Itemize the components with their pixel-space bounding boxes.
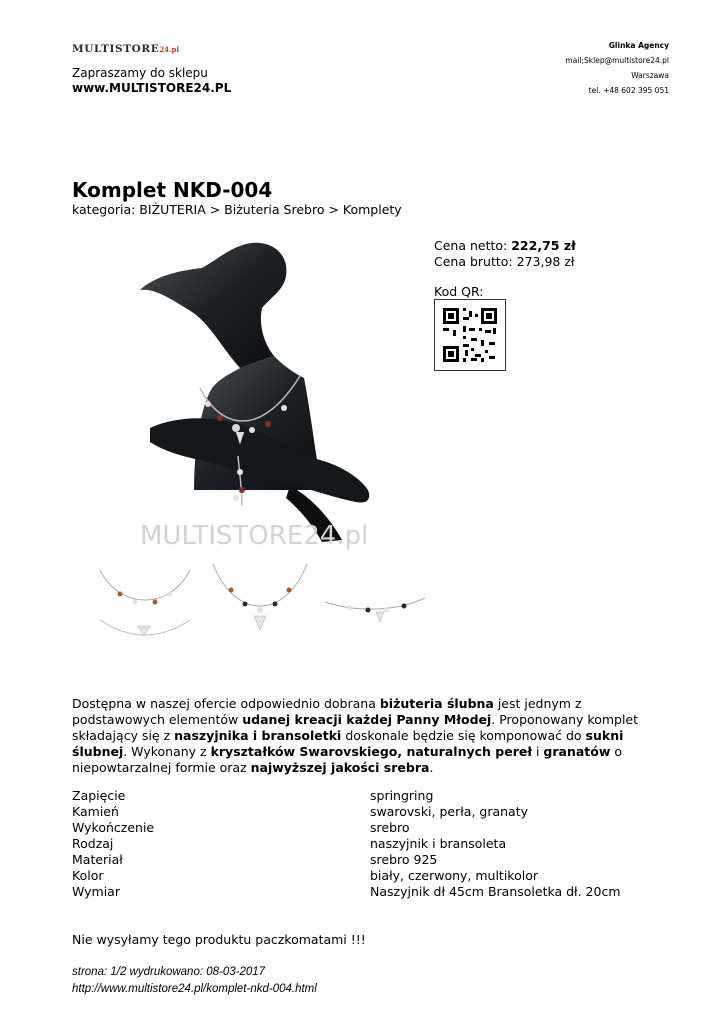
product-title: Komplet NKD-004 (72, 178, 273, 202)
spec-label: Wymiar (72, 884, 120, 899)
spec-row (72, 852, 670, 868)
shop-url[interactable]: www.MULTISTORE24.PL (72, 81, 232, 95)
page-footer (72, 964, 317, 998)
welcome-text: Zapraszamy do sklepu (72, 66, 208, 80)
thumbnail-1[interactable] (90, 550, 200, 660)
spec-row (72, 788, 670, 804)
gross-price-row (434, 254, 576, 270)
spec-value: biały, czerwony, multikolor (370, 868, 539, 883)
product-category: kategoria: BIŻUTERIA > Biżuteria Srebro > Komplety (72, 202, 402, 217)
qr-label: Kod QR: (434, 284, 484, 299)
net-price-value: 222,75 zł (511, 238, 576, 253)
spec-label: Materiał (72, 852, 123, 867)
spec-row (72, 820, 670, 836)
spec-row (72, 884, 670, 900)
page-info: strona: 1/2 wydrukowano: 08-03-2017 (72, 966, 266, 978)
price-block (434, 238, 576, 270)
spec-label: Kolor (72, 868, 104, 883)
qr-code-icon (435, 300, 505, 370)
spec-row (72, 868, 670, 884)
thumbnail-3[interactable] (320, 550, 430, 660)
company-phone: tel. +48 602 395 051 (588, 86, 669, 95)
net-price-label: Cena netto: (434, 238, 508, 253)
product-main-image (90, 228, 420, 558)
spec-value: srebro (370, 820, 410, 835)
store-logo (72, 43, 179, 55)
logo-suffix: 24.pl (159, 45, 180, 54)
spec-value: Naszyjnik dł 45cm Bransoletka dł. 20cm (370, 884, 621, 899)
thumbnail-2[interactable] (205, 550, 315, 660)
spec-value: srebro 925 (370, 852, 438, 867)
spec-label: Wykończenie (72, 820, 155, 835)
spec-value: naszyjnik i bransoleta (370, 836, 507, 851)
spec-value: swarovski, perła, granaty (370, 804, 529, 819)
gross-price-value: 273,98 zł (516, 254, 575, 269)
company-city: Warszawa (631, 71, 669, 80)
image-watermark: MULTISTORE24.pl (140, 521, 369, 551)
company-info (565, 38, 669, 98)
product-description: Dostępna w naszej ofercie odpowiednio dobrana biżuteria ślubna jest jednym z podstawowych elementów udanej kreacji każdej Panny Młodej. Proponowany komplet składający się z naszyjnika i bransoletki doskonale będzie się komponować do sukni ślubnej. Wykonany z kryształków Swarovskiego, naturalnych pereł i granatów o niepowtarzalnej formie oraz najwyższej jakości srebra. (72, 696, 639, 775)
welcome-block (72, 66, 231, 96)
spec-label: Rodzaj (72, 836, 114, 851)
gross-price-label: Cena brutto: (434, 254, 513, 269)
shipping-notice: Nie wysyłamy tego produktu paczkomatami !!! (72, 932, 366, 947)
spec-value: springring (370, 788, 434, 803)
spec-table (72, 788, 670, 900)
spec-label: Kamień (72, 804, 119, 819)
spec-label: Zapięcie (72, 788, 126, 803)
spec-row (72, 836, 670, 852)
company-email: mail;Sklep@multistore24.pl (565, 56, 669, 65)
logo-text: MULTISTORE (72, 43, 160, 55)
spec-row (72, 804, 670, 820)
company-name: Glinka Agency (608, 41, 669, 50)
net-price-row (434, 238, 576, 254)
page-url[interactable]: http://www.multistore24.pl/komplet-nkd-004.html (72, 983, 317, 995)
qr-code (434, 299, 506, 371)
